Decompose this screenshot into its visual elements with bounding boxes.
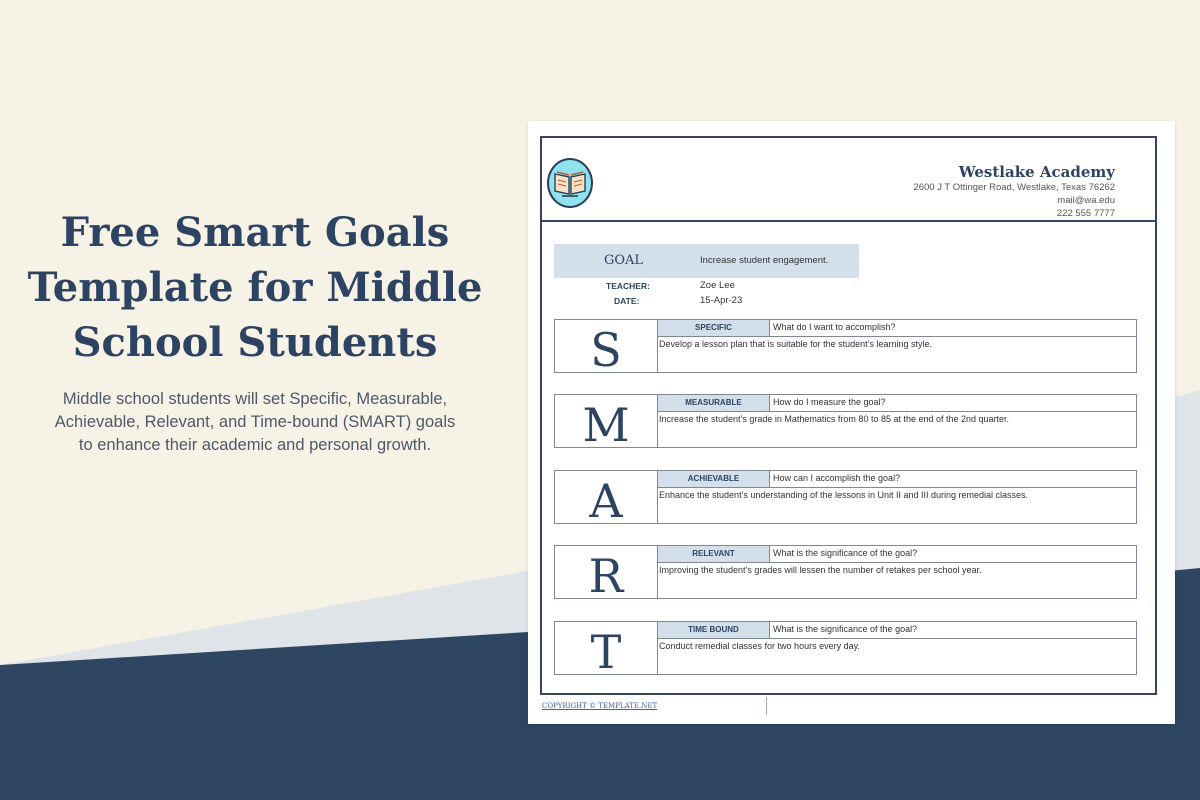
goal-text: Increase student engagement. [700, 255, 829, 266]
footer-divider [766, 697, 767, 715]
school-phone: 222 555 7777 [1056, 208, 1115, 219]
row-divider [658, 638, 1136, 639]
school-address: 2600 J T Ottinger Road, Westlake, Texas 76262 [913, 182, 1115, 193]
school-header [913, 163, 1115, 220]
smart-answer: Increase the student’s grade in Mathematics from 80 to 85 at the end of the 2nd quarter. [659, 414, 1010, 424]
smart-question: How do I measure the goal? [773, 397, 886, 407]
teacher-label: TEACHER: [606, 281, 650, 291]
date-label: DATE: [614, 296, 640, 306]
promo-panel [20, 205, 490, 457]
smart-row-achievable [554, 470, 1137, 524]
smart-letter: A [555, 471, 658, 523]
smart-question: What do I want to accomplish? [773, 322, 896, 332]
promo-title-line: Template for Middle [27, 264, 483, 311]
open-book-icon [553, 168, 587, 198]
smart-category: SPECIFIC [658, 320, 770, 337]
promo-title [20, 205, 490, 370]
document-preview [528, 121, 1175, 724]
promo-description-line: Achievable, Relevant, and Time-bound (SMART) goals [54, 413, 456, 431]
smart-answer: Conduct remedial classes for two hours every day. [659, 641, 860, 651]
row-divider [658, 487, 1136, 488]
smart-letter: T [555, 622, 658, 674]
smart-row-time-bound [554, 621, 1137, 675]
smart-category: RELEVANT [658, 546, 770, 563]
document-frame [540, 136, 1157, 695]
smart-category: TIME BOUND [658, 622, 770, 639]
smart-answer: Enhance the student’s understanding of the lessons in Unit II and III during remedial classes. [659, 490, 1029, 500]
goal-label: GOAL [604, 253, 644, 268]
smart-question: What is the significance of the goal? [773, 624, 918, 634]
smart-letter: R [555, 546, 658, 598]
smart-answer: Improving the student’s grades will lessen the number of retakes per school year. [659, 565, 982, 575]
smart-category: ACHIEVABLE [658, 471, 770, 488]
goal-bar [554, 244, 859, 278]
promo-title-line: School Students [72, 319, 438, 366]
smart-row-specific [554, 319, 1137, 373]
smart-answer: Develop a lesson plan that is suitable for the student’s learning style. [659, 339, 932, 349]
smart-category: MEASURABLE [658, 395, 770, 412]
school-logo [547, 158, 593, 208]
smart-question: How can I accomplish the goal? [773, 473, 901, 483]
school-name: Westlake Academy [958, 163, 1115, 181]
smart-row-measurable [554, 394, 1137, 448]
header-divider [542, 220, 1155, 222]
promo-title-line: Free Smart Goals [60, 209, 450, 256]
smart-question: What is the significance of the goal? [773, 548, 918, 558]
promo-description-line: Middle school students will set Specific, Measurable, [62, 390, 448, 408]
school-email: mail@wa.edu [1057, 195, 1115, 206]
row-divider [658, 562, 1136, 563]
promo-description [20, 388, 490, 457]
date-value: 15-Apr-23 [700, 295, 743, 306]
promo-description-line: to enhance their academic and personal growth. [78, 436, 432, 454]
copyright-link[interactable]: COPYRIGHT © TEMPLATE.NET [542, 702, 658, 710]
row-divider [658, 336, 1136, 337]
teacher-value: Zoe Lee [700, 280, 735, 291]
row-divider [658, 411, 1136, 412]
smart-row-relevant [554, 545, 1137, 599]
smart-letter: S [555, 320, 658, 372]
smart-letter: M [555, 395, 658, 447]
